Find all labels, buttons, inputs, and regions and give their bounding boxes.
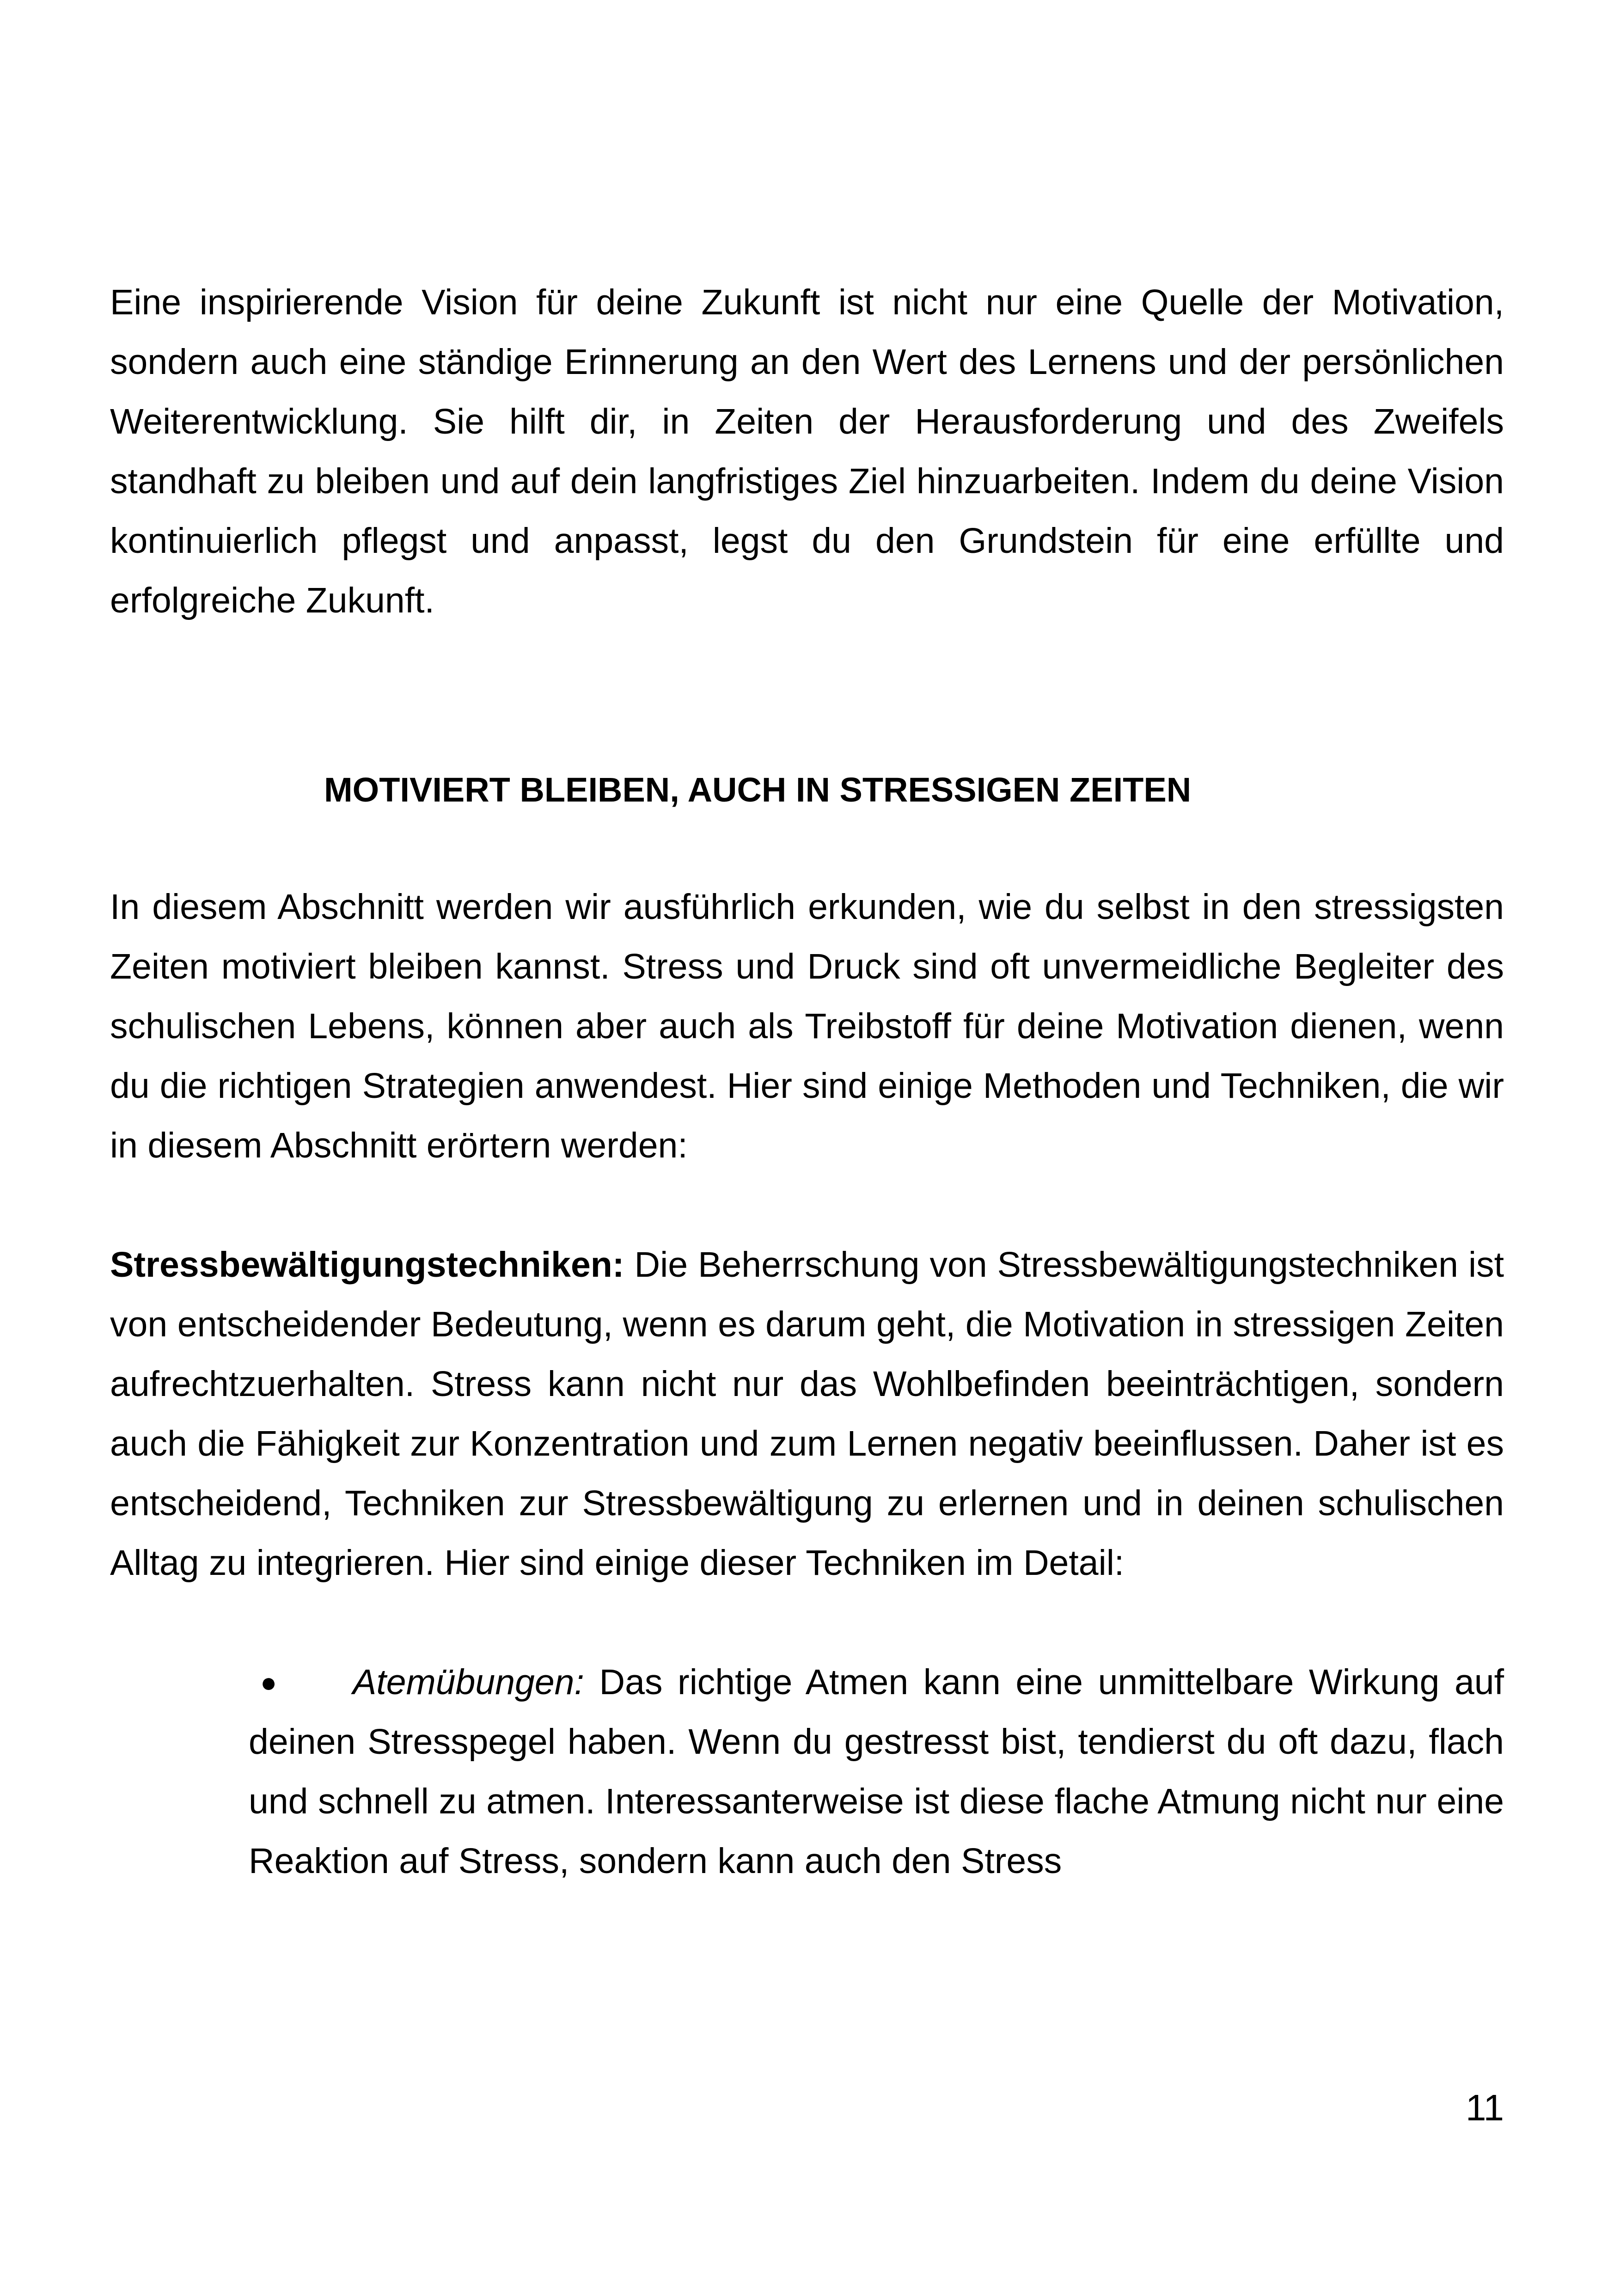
section-intro-paragraph: In diesem Abschnitt werden wir ausführlich erkunden, wie du selbst in den stressigsten Zeiten motiviert bleiben kannst. Stress und Druck sind oft unvermeidliche Begleiter des schulischen Lebens, können aber auch als Treibstoff für deine Motivation dienen, wenn du die richtigen Strategien anwendest. Hier sind einige Methoden und Techniken, die wir in diesem Abschnitt erörtern werden: bbox=[110, 887, 1504, 1165]
technique-list bbox=[249, 1653, 1504, 1891]
bullet-icon: ● bbox=[260, 1667, 277, 1698]
list-item bbox=[249, 1653, 1504, 1891]
page-content bbox=[110, 273, 1504, 1891]
bullet-term: Atemübungen: bbox=[353, 1662, 584, 1702]
page-number: 11 bbox=[1465, 2087, 1504, 2128]
technique-paragraph bbox=[110, 1235, 1504, 1593]
technique-term: Stressbewältigungstechniken: bbox=[110, 1245, 624, 1285]
section-heading: MOTIVIERT BLEIBEN, AUCH IN STRESSIGEN ZEITEN bbox=[324, 771, 1192, 809]
technique-text: Die Beherrschung von Stressbewältigungstechniken ist von entscheidender Bedeutung, wenn es darum geht, die Motivation in stressigen Zeiten aufrechtzuerhalten. Stress kann nicht nur das Wohlbefinden beeinträchtigen, sondern auch die Fähigkeit zur Konzentration und zum Lernen negativ beeinflussen. Daher ist es entscheidend, Techniken zur Stressbewältigung zu erlernen und in deinen schulischen Alltag zu integrieren. Hier sind einige dieser Techniken im Detail: bbox=[110, 1245, 1504, 1583]
bullet-text: Das richtige Atmen kann eine unmittelbare Wirkung auf deinen Stresspegel haben. Wenn du gestresst bist, tendierst du oft dazu, flach und schnell zu atmen. Interessanterweise ist diese flache Atmung nicht nur eine Reaktion auf Stress, sondern kann auch den Stress bbox=[249, 1662, 1504, 1881]
intro-paragraph: Eine inspirierende Vision für deine Zukunft ist nicht nur eine Quelle der Motivation, sondern auch eine ständige Erinnerung an den Wert des Lernens und der persönlichen Weiterentwicklung. Sie hilft dir, in Zeiten der Herausforderung und des Zweifels standhaft zu bleiben und auf dein langfristiges Ziel hinzuarbeiten. Indem du deine Vision kontinuierlich pflegst und anpasst, legst du den Grundstein für eine erfüllte und erfolgreiche Zukunft. bbox=[110, 282, 1504, 620]
